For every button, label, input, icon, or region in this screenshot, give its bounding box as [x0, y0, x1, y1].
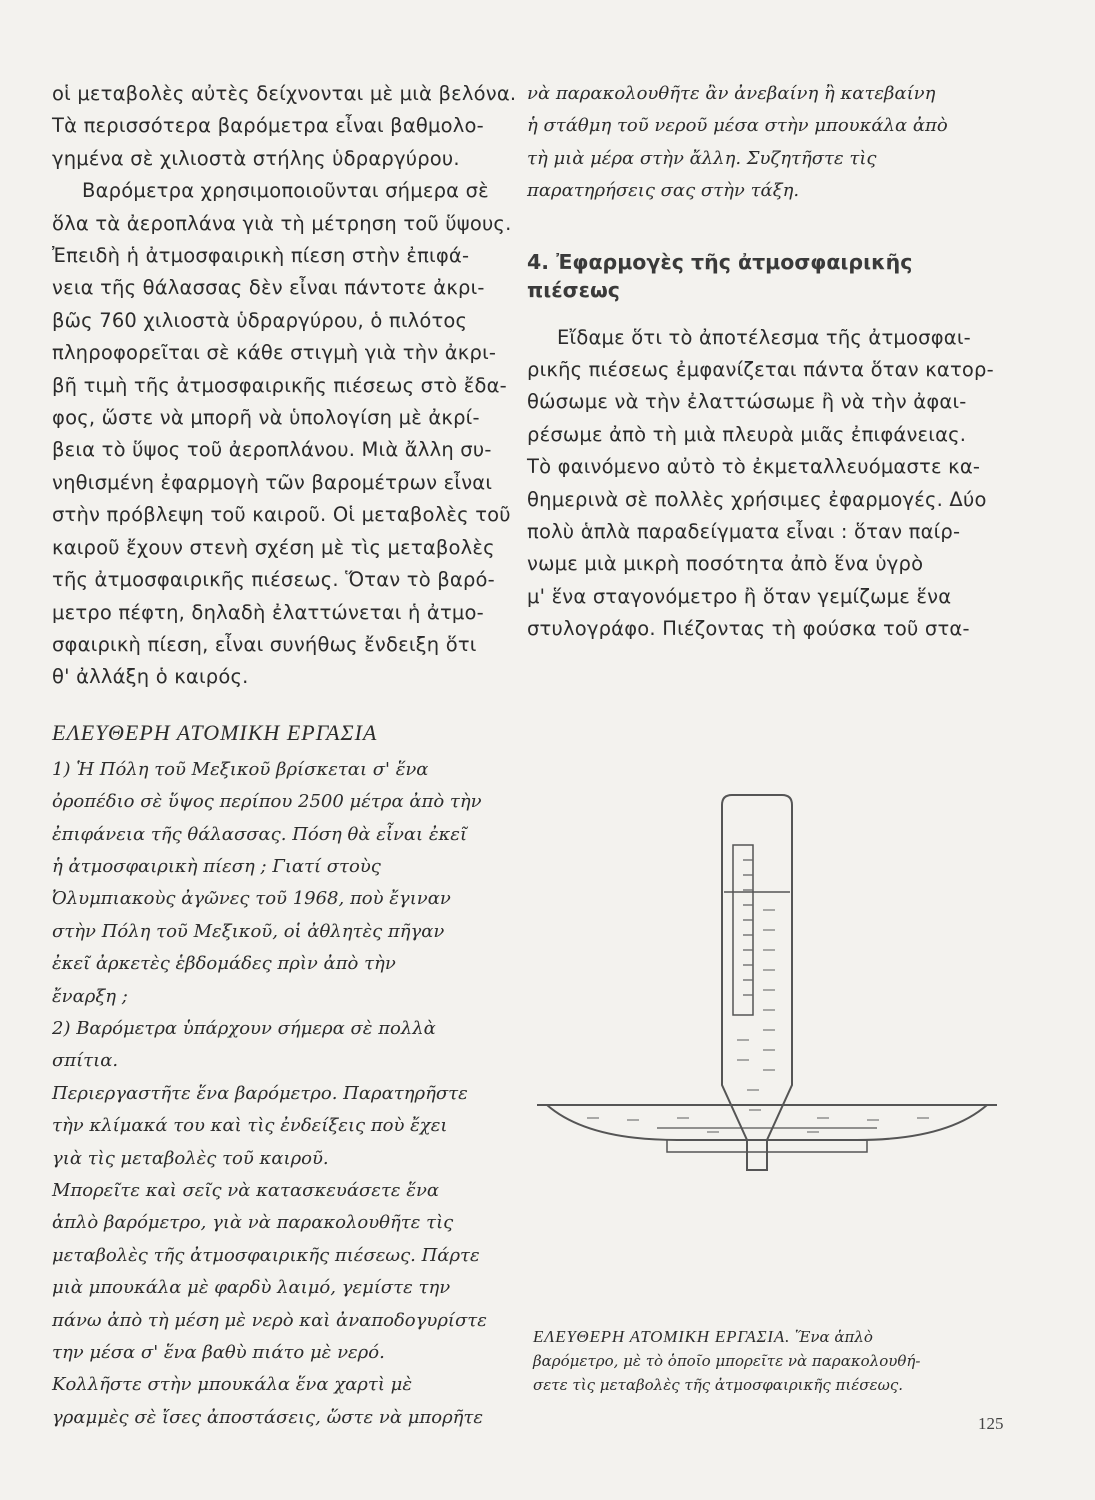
text-line: βεια τὸ ὕψος τοῦ ἀεροπλάνου. Μιὰ ἄλλη συ-	[52, 438, 492, 462]
text-line: Βαρόμετρα χρησιμοποιοῦνται σήμερα σὲ	[82, 179, 489, 203]
exercise-heading: ΕΛΕΥΘΕΡΗ ΑΤΟΜΙΚΗ ΕΡΓΑΣΙΑ	[52, 719, 378, 745]
text-line: ἐπιφάνεια τῆς θάλασσας. Πόση θὰ εἶναι ἐκεῖ	[52, 823, 468, 845]
text-line: μεταβολὲς τῆς ἀτμοσφαιρικῆς πιέσεως. Πάρτε	[52, 1244, 480, 1266]
text-line: Κολλῆστε στὴν μπουκάλα ἕνα χαρτὶ μὲ	[52, 1374, 412, 1396]
text-line: γραμμὲς σὲ ἴσες ἀποστάσεις, ὥστε νὰ μπορῆτε	[52, 1406, 484, 1428]
text-line: Ὀλυμπιακοὺς ἀγῶνες τοῦ 1968, ποὺ ἔγιναν	[52, 888, 451, 910]
caption-line: βαρόμετρο, μὲ τὸ ὁποῖο μπορεῖτε νὰ παρακολουθή-	[533, 1352, 921, 1370]
text-line: ὀροπέδιο σὲ ὕψος περίπου 2500 μέτρα ἀπὸ τὴν	[52, 791, 482, 813]
text-line: Τὰ περισσότερα βαρόμετρα εἶναι βαθμολο-	[52, 114, 484, 138]
text-line: μιὰ μπουκάλα μὲ φαρδὺ λαιμό, γεμίστε την	[52, 1277, 451, 1299]
text-line: γιὰ τὶς μεταβολὲς τοῦ καιροῦ.	[52, 1147, 329, 1169]
section-heading	[527, 248, 1007, 304]
caption-text-start: Ἕνα ἁπλὸ	[790, 1328, 873, 1346]
text-line: 1) Ἡ Πόλη τοῦ Μεξικοῦ βρίσκεται σ' ἕνα	[52, 758, 429, 780]
text-line: βῶς 760 χιλιοστὰ ὑδραργύρου, ὁ πιλότος	[52, 308, 468, 332]
text-line: ρικῆς πιέσεως ἐμφανίζεται πάντα ὅταν κατορ-	[527, 358, 994, 382]
text-line: στὴν πρόβλεψη τοῦ καιροῦ. Οἱ μεταβολὲς τοῦ	[52, 503, 511, 527]
text-line: θ' ἀλλάξη ὁ καιρός.	[52, 665, 249, 689]
text-line: βῆ τιμὴ τῆς ἀτμοσφαιρικῆς πιέσεως στὸ ἔδα-	[52, 373, 507, 397]
text-line: γημένα σὲ χιλιοστὰ στήλης ὑδραργύρου.	[52, 146, 460, 170]
text-line: ἔναρξη ;	[52, 985, 128, 1007]
text-line: νηθισμένη ἐφαρμογὴ τῶν βαρομέτρων εἶναι	[52, 470, 493, 494]
text-line: 4. Ἐφαρμογὲς τῆς ἀτμοσφαιρικῆς	[527, 249, 913, 274]
text-line: στυλογράφο. Πιέζοντας τὴ φούσκα τοῦ στα-	[527, 617, 970, 641]
left-column	[52, 78, 517, 1434]
text-line: καιροῦ ἔχουν στενὴ σχέση μὲ τὶς μεταβολὲς	[52, 535, 495, 559]
dish-outline	[537, 1105, 997, 1140]
right-paragraph	[527, 322, 1007, 646]
scale-ticks	[743, 860, 753, 995]
text-line: Μπορεῖτε καὶ σεῖς νὰ κατασκευάσετε ἕνα	[52, 1180, 440, 1201]
caption-heading: ΕΛΕΥΘΕΡΗ ΑΤΟΜΙΚΗ ΕΡΓΑΣΙΑ.	[533, 1327, 791, 1346]
text-line: ἁπλὸ βαρόμετρο, γιὰ νὰ παρακολουθῆτε τὶς	[52, 1212, 454, 1234]
caption-line: σετε τὶς μεταβολὲς τῆς ἀτμοσφαιρικῆς πιέσεως.	[533, 1376, 903, 1394]
text-line: πάνω ἀπὸ τὴ μέση μὲ νερὸ καὶ ἀναποδογυρίστε	[52, 1309, 487, 1331]
figure-caption	[533, 1325, 1013, 1397]
text-line: ἡ ἀτμοσφαιρικὴ πίεση ; Γιατί στοὺς	[52, 855, 381, 877]
text-line: θώσωμε νὰ τὴν ἐλαττώσωμε ἢ νὰ τὴν ἀφαι-	[527, 390, 967, 414]
text-line: πληροφορεῖται σὲ κάθε στιγμὴ γιὰ τὴν ἀκρι-	[52, 341, 497, 365]
text-line: ὅλα τὰ ἀεροπλάνα γιὰ τὴ μέτρηση τοῦ ὕψους.	[52, 211, 512, 235]
text-line: Εἴδαμε ὅτι τὸ ἀποτέλεσμα τῆς ἀτμοσφαι-	[557, 325, 971, 349]
text-line: ἡ στάθμη τοῦ νεροῦ μέσα στὴν μπουκάλα ἀπὸ	[527, 115, 948, 137]
barometer-figure	[527, 760, 1007, 1220]
text-line: Περιεργαστῆτε ἕνα βαρόμετρο. Παρατηρῆστε	[52, 1082, 468, 1104]
text-line: σπίτια.	[52, 1050, 119, 1072]
text-line: ἐκεῖ ἀρκετὲς ἑβδομάδες πρὶν ἀπὸ τὴν	[52, 953, 396, 975]
text-line: παρατηρήσεις σας στὴν τάξη.	[527, 180, 800, 202]
text-line: μετρο πέφτη, δηλαδὴ ἐλαττώνεται ἡ ἀτμο-	[52, 600, 484, 624]
scale-strip	[733, 845, 753, 1015]
text-line: Τὸ φαινόμενο αὐτὸ τὸ ἐκμεταλλευόμαστε κα-	[527, 455, 981, 479]
text-line: την μέσα σ' ἕνα βαθὺ πιάτο μὲ νερό.	[52, 1342, 385, 1364]
left-paragraph-2	[52, 175, 512, 694]
text-line: νωμε μιὰ μικρὴ ποσότητα ἀπὸ ἕνα ὑγρὸ	[527, 552, 924, 576]
right-column	[527, 78, 1007, 646]
text-line: πολὺ ἁπλὰ παραδείγματα εἶναι : ὅταν παίρ-	[527, 520, 961, 544]
page-number: 125	[978, 1414, 1004, 1433]
text-line: στὴν Πόλη τοῦ Μεξικοῦ, οἱ ἀθλητὲς πῆγαν	[52, 920, 445, 942]
text-line: 2) Βαρόμετρα ὑπάρχουν σήμερα σὲ πολλὰ	[52, 1017, 436, 1039]
text-line: σφαιρικὴ πίεση, εἶναι συνήθως ἔνδειξη ὅτι	[52, 632, 477, 656]
text-line: τὴν κλίμακά του καὶ τὶς ἐνδείξεις ποὺ ἔχει	[52, 1115, 448, 1137]
text-line: νὰ παρακολουθῆτε ἂν ἀνεβαίνη ἢ κατεβαίνη	[527, 83, 936, 104]
text-line: θημερινὰ σὲ πολλὲς χρήσιμες ἐφαρμογές. Δύο	[527, 487, 987, 511]
text-line: νεια τῆς θάλασσας δὲν εἶναι πάντοτε ἀκρι-	[52, 276, 485, 300]
text-line: Ἐπειδὴ ἡ ἀτμοσφαιρικὴ πίεση στὴν ἐπιφά-	[52, 244, 470, 268]
text-line: τὴ μιὰ μέρα στὴν ἄλλη. Συζητῆστε τὶς	[527, 147, 877, 169]
left-paragraph-1	[52, 78, 517, 175]
exercise-continuation	[527, 78, 1007, 208]
text-line: πιέσεως	[527, 277, 620, 302]
water-dashes	[587, 910, 929, 1132]
text-line: τῆς ἀτμοσφαιρικῆς πιέσεως. Ὅταν τὸ βαρό-	[52, 568, 495, 592]
text-line: οἱ μεταβολὲς αὐτὲς δείχνονται μὲ μιὰ βελόνα.	[52, 82, 517, 105]
exercise-text	[52, 754, 507, 1435]
text-line: μ' ἕνα σταγονόμετρο ἢ ὅταν γεμίζωμε ἕνα	[527, 584, 952, 608]
text-line: ρέσωμε ἀπὸ τὴ μιὰ πλευρὰ μιᾶς ἐπιφάνειας.	[527, 422, 967, 446]
text-line: φος, ὥστε νὰ μπορῆ νὰ ὑπολογίση μὲ ἀκρί-	[52, 406, 480, 430]
